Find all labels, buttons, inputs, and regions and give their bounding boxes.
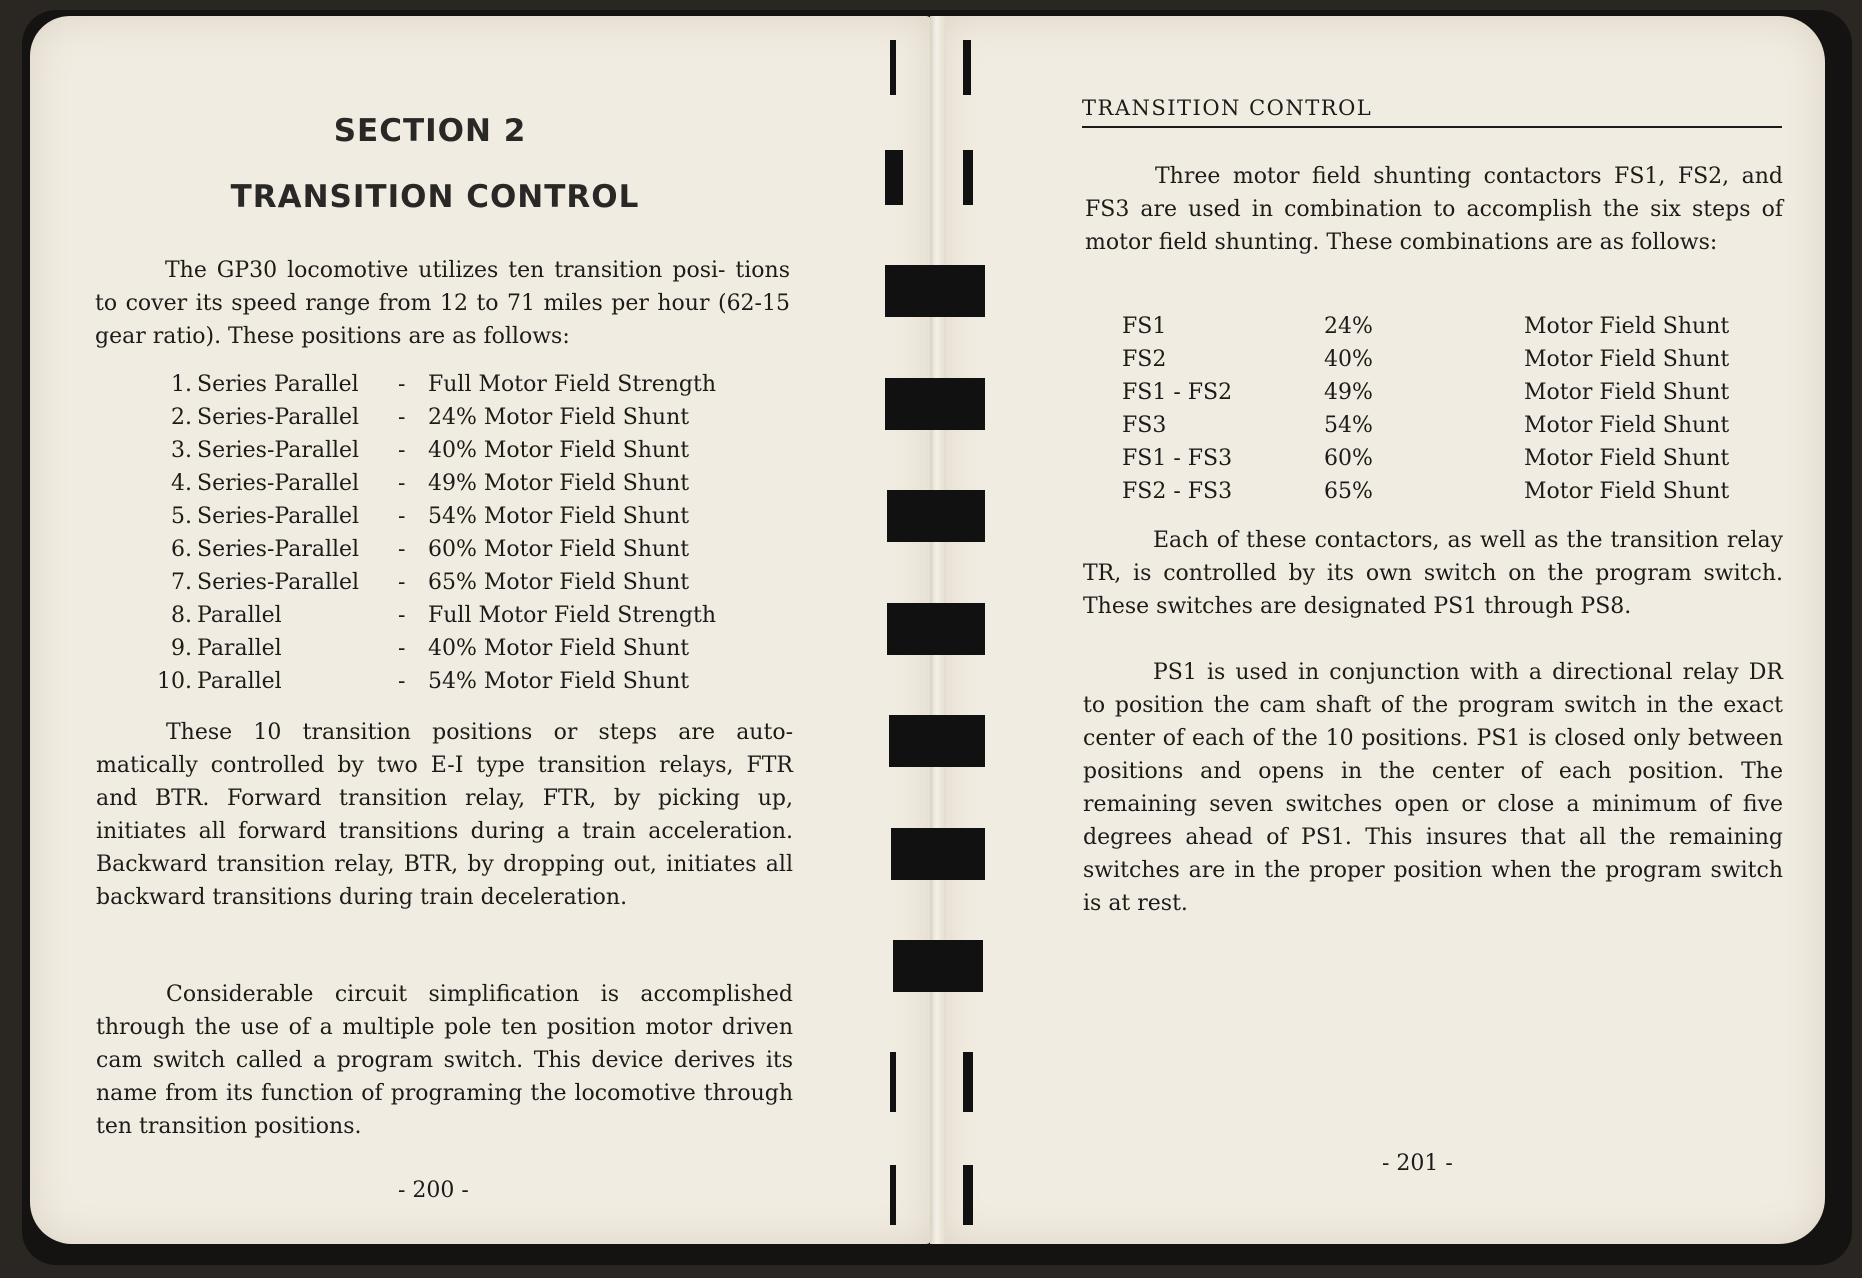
table-row: FS1 - FS3 60% Motor Field Shunt — [1122, 446, 1730, 471]
spiral-binding-ring — [885, 150, 903, 205]
spiral-binding-ring — [889, 715, 985, 767]
page-number-left: - 200 - — [398, 1178, 469, 1203]
spiral-binding-ring — [885, 378, 985, 430]
list-item: 5. Series-Parallel - 54% Motor Field Shunt — [171, 504, 690, 529]
spiral-binding-ring — [890, 1052, 896, 1112]
table-row: FS1 24% Motor Field Shunt — [1122, 314, 1730, 339]
list-item: 8. Parallel - Full Motor Field Strength — [171, 603, 717, 628]
spiral-binding-ring — [890, 1165, 896, 1225]
list-item: 4. Series-Parallel - 49% Motor Field Shunt — [171, 471, 690, 496]
transition-position-list — [140, 368, 780, 698]
contactors-paragraph: Three motor field shunting contactors FS1, FS2, and FS3 are used in combination to accomplish the six steps of motor field shunting. These combinations are as follows: — [1085, 164, 1783, 255]
list-item: 1. Series Parallel - Full Motor Field Strength — [171, 372, 717, 397]
section-label: SECTION 2 — [333, 113, 527, 149]
list-item: 3. Series-Parallel - 40% Motor Field Shunt — [171, 438, 690, 463]
intro-paragraph: The GP30 locomotive utilizes ten transition posi- tions to cover its speed range from 12 to 71 miles per hour (62-15 gear ratio). These positions are as follows: — [95, 258, 790, 349]
spiral-binding-ring — [891, 828, 985, 880]
header-rule — [1082, 126, 1782, 128]
spiral-binding-ring — [887, 490, 985, 542]
spiral-binding-ring — [963, 40, 971, 95]
switch-paragraph: Each of these contactors, as well as the transition relay TR, is controlled by its own switch on the program switch. These switches are designated PS1 through PS8. — [1083, 528, 1783, 619]
program-switch-paragraph: Considerable circuit simplification is accomplished through the use of a multiple pole ten position motor driven cam switch called a program switch. This device derives its name from its function of programing the locomotive through ten transition positions. — [96, 982, 793, 1139]
spiral-binding-ring — [963, 1165, 973, 1225]
list-item: 2. Series-Parallel - 24% Motor Field Shunt — [171, 405, 690, 430]
running-head: TRANSITION CONTROL — [1082, 96, 1373, 120]
table-row: FS2 40% Motor Field Shunt — [1122, 347, 1730, 372]
spiral-binding-ring — [893, 940, 983, 992]
section-title: TRANSITION CONTROL — [230, 179, 640, 215]
list-item: 10. Parallel - 54% Motor Field Shunt — [157, 669, 690, 694]
ps1-paragraph: PS1 is used in conjunction with a directional relay DR to position the cam shaft of the program switch in the exact center of each of the 10 positions. PS1 is closed only between positions and opens in the center of each position. The remaining seven switches open or close a minimum of five degrees ahead of PS1. This insures that all the remaining switches are in the proper position when the program switch is at rest. — [1083, 660, 1783, 916]
table-row: FS2 - FS3 65% Motor Field Shunt — [1122, 479, 1730, 504]
list-item: 7. Series-Parallel - 65% Motor Field Shunt — [171, 570, 690, 595]
spiral-binding-ring — [963, 150, 973, 205]
list-item: 6. Series-Parallel - 60% Motor Field Shunt — [171, 537, 690, 562]
spiral-binding-ring — [887, 603, 985, 655]
spiral-binding-ring — [885, 265, 985, 317]
table-row: FS3 54% Motor Field Shunt — [1122, 413, 1730, 438]
page-number-right: - 201 - — [1382, 1151, 1453, 1176]
contactor-combination-table — [1122, 310, 1762, 508]
spiral-binding-ring — [963, 1052, 973, 1112]
table-row: FS1 - FS2 49% Motor Field Shunt — [1122, 380, 1730, 405]
list-item: 9. Parallel - 40% Motor Field Shunt — [171, 636, 690, 661]
relay-paragraph: These 10 transition positions or steps are auto- matically controlled by two E-I type transition relays, FTR and BTR. Forward transition relay, FTR, by picking up, initiates all forward transitions during a train acceleration. Backward transition relay, BTR, by dropping out, initiates all backward transitions during train deceleration. — [96, 720, 793, 910]
spiral-binding-ring — [890, 40, 896, 95]
